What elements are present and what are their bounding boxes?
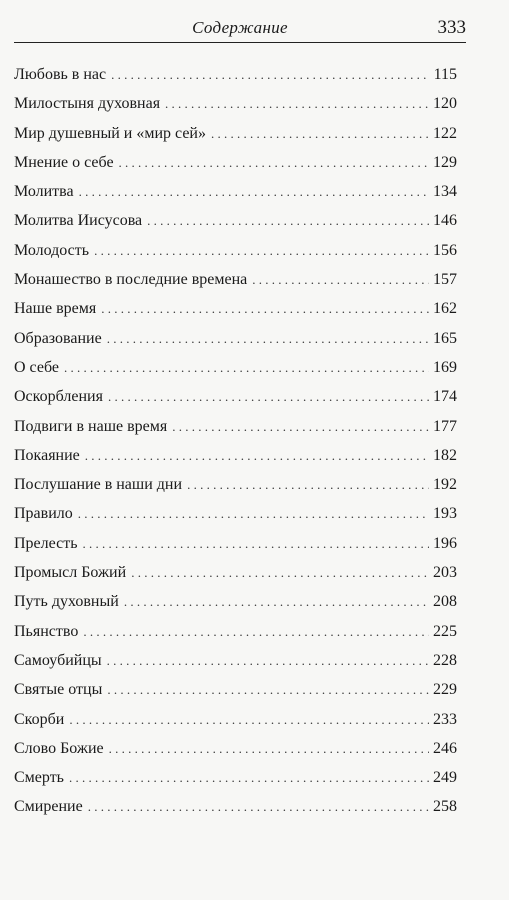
toc-entry-title: Монашество в последние времена: [14, 271, 248, 289]
toc-entry: [14, 89, 457, 118]
dot-leader: [119, 148, 429, 177]
toc-entry: [14, 734, 457, 763]
running-head: [14, 14, 466, 43]
toc-entry-title: Покаяние: [14, 446, 80, 464]
dot-leader: [78, 499, 429, 528]
toc-entry-page: 229: [433, 681, 457, 699]
toc-entry-page: 196: [433, 534, 457, 552]
toc-entry: [14, 470, 457, 499]
toc-entry: [14, 265, 457, 294]
toc-entry: [14, 148, 457, 177]
dot-leader: [147, 206, 429, 235]
toc-entry-page: 249: [433, 769, 457, 787]
dot-leader: [165, 89, 429, 118]
toc-entry-page: 157: [433, 271, 457, 289]
toc-entry-title: Оскорбления: [14, 388, 103, 406]
toc-entry: [14, 792, 457, 821]
toc-entry: [14, 60, 457, 89]
toc-entry-title: Молитва: [14, 183, 74, 201]
toc-entry: [14, 177, 457, 206]
table-of-contents: [14, 60, 457, 822]
toc-entry-page: 225: [433, 622, 457, 640]
toc-entry-title: Подвиги в наше время: [14, 417, 168, 435]
dot-leader: [107, 675, 429, 704]
toc-entry-page: 246: [433, 739, 457, 757]
dot-leader: [69, 763, 429, 792]
dot-leader: [108, 382, 429, 411]
toc-entry-title: Образование: [14, 329, 102, 347]
toc-entry-title: Смирение: [14, 798, 83, 816]
dot-leader: [109, 734, 429, 763]
page-number: 333: [437, 17, 466, 38]
toc-entry-page: 115: [433, 66, 457, 83]
dot-leader: [124, 587, 429, 616]
toc-entry: [14, 324, 457, 353]
dot-leader: [101, 294, 429, 323]
toc-entry-page: 162: [433, 300, 457, 318]
toc-entry: [14, 529, 457, 558]
toc-entry-page: 165: [433, 329, 457, 347]
toc-entry-page: 258: [433, 798, 457, 816]
toc-entry-title: Правило: [14, 505, 73, 523]
toc-entry-page: 120: [433, 95, 457, 113]
toc-entry-title: Пьянство: [14, 622, 79, 640]
dot-leader: [211, 119, 429, 148]
toc-entry: [14, 499, 457, 528]
toc-entry-title: Самоубийцы: [14, 651, 102, 669]
toc-entry-title: Прелесть: [14, 534, 78, 552]
toc-entry-page: 169: [433, 358, 457, 376]
toc-entry-page: 192: [433, 476, 457, 494]
toc-entry-title: Наше время: [14, 300, 97, 318]
toc-entry-title: Молитва Иисусова: [14, 212, 143, 230]
toc-entry-page: 233: [433, 710, 457, 728]
dot-leader: [94, 236, 429, 265]
toc-entry: [14, 206, 457, 235]
toc-entry-page: 177: [433, 417, 457, 435]
toc-entry: [14, 587, 457, 616]
toc-entry: [14, 558, 457, 587]
toc-entry-title: Любовь в нас: [14, 66, 107, 83]
dot-leader: [69, 705, 429, 734]
dot-leader: [111, 60, 429, 89]
section-title: Содержание: [192, 18, 288, 37]
toc-entry: [14, 119, 457, 148]
toc-entry-title: Молодость: [14, 241, 90, 259]
dot-leader: [88, 792, 429, 821]
toc-entry-title: Послушание в наши дни: [14, 476, 183, 494]
toc-entry: [14, 236, 457, 265]
toc-entry-page: 208: [433, 593, 457, 611]
dot-leader: [107, 646, 429, 675]
dot-leader: [83, 617, 429, 646]
dot-leader: [85, 441, 429, 470]
toc-entry-page: 182: [433, 446, 457, 464]
toc-entry: [14, 441, 457, 470]
toc-entry: [14, 353, 457, 382]
toc-entry-title: Мир душевный и «мир сей»: [14, 124, 206, 142]
dot-leader: [131, 558, 429, 587]
toc-entry-title: Слово Божие: [14, 739, 104, 757]
toc-entry: [14, 675, 457, 704]
toc-entry: [14, 646, 457, 675]
toc-entry-title: Святые отцы: [14, 681, 103, 699]
toc-entry-page: 156: [433, 241, 457, 259]
toc-entry-page: 129: [433, 153, 457, 171]
toc-entry-title: Смерть: [14, 769, 64, 787]
toc-entry-title: Мнение о себе: [14, 153, 114, 171]
toc-entry: [14, 763, 457, 792]
toc-entry-title: Путь духовный: [14, 593, 119, 611]
toc-entry-page: 228: [433, 651, 457, 669]
dot-leader: [252, 265, 429, 294]
dot-leader: [64, 353, 429, 382]
dot-leader: [83, 529, 429, 558]
toc-entry-page: 193: [433, 505, 457, 523]
dot-leader: [187, 470, 429, 499]
toc-entry: [14, 294, 457, 323]
toc-entry-title: Милостыня духовная: [14, 95, 161, 113]
toc-entry-page: 174: [433, 388, 457, 406]
toc-entry-page: 134: [433, 183, 457, 201]
dot-leader: [172, 412, 429, 441]
dot-leader: [107, 324, 429, 353]
toc-entry-title: О себе: [14, 358, 59, 376]
toc-entry: [14, 705, 457, 734]
toc-entry: [14, 412, 457, 441]
toc-entry-title: Скорби: [14, 710, 65, 728]
dot-leader: [79, 177, 429, 206]
toc-entry-page: 203: [433, 564, 457, 582]
toc-entry: [14, 382, 457, 411]
toc-entry-title: Промысл Божий: [14, 564, 127, 582]
toc-entry: [14, 617, 457, 646]
toc-entry-page: 122: [433, 124, 457, 142]
toc-entry-page: 146: [433, 212, 457, 230]
